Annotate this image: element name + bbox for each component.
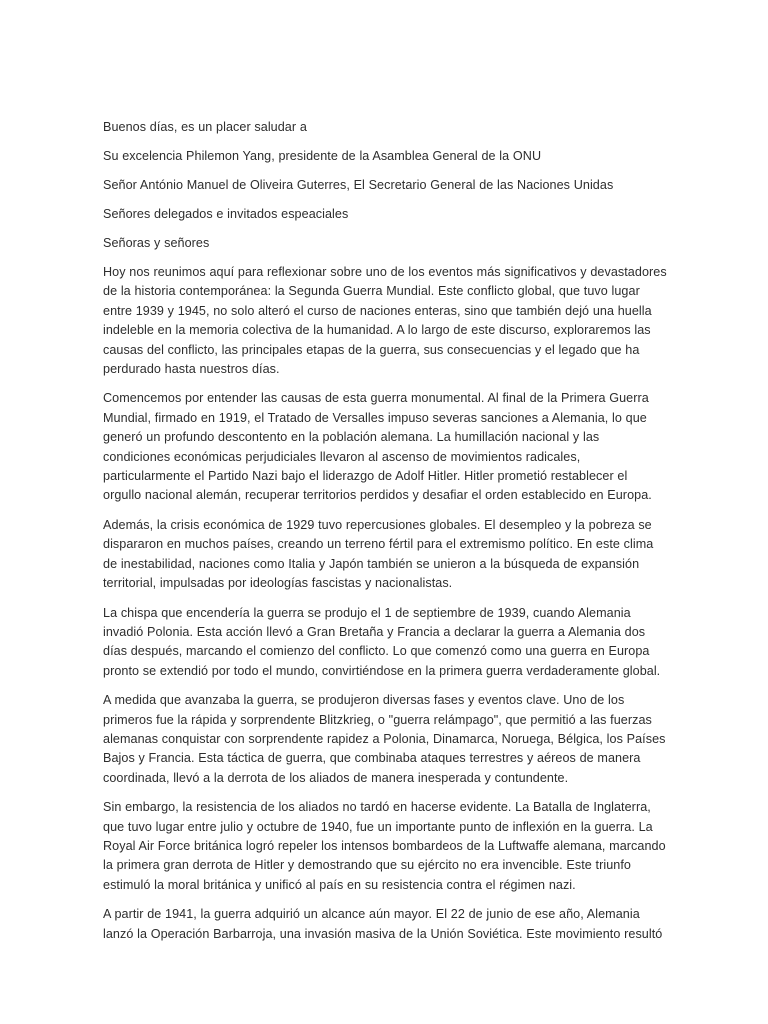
salutation-line-5: Señoras y señores <box>103 236 210 250</box>
body-paragraph-2: Comencemos por entender las causas de esta guerra monumental. Al final de la Primera Guerra Mundial, firmado en 1919, el Tratado de Versalles impuso severas sanciones a Alemania, lo que generó un profundo descontento en la población alemana. La humillación nacional y las condiciones económicas perjudiciales llevaron al ascenso de movimientos radicales, particularmente el Partido Nazi bajo el liderazgo de Adolf Hitler. Hitler prometió restablecer el orgullo nacional alemán, recuperar territorios perdidos y desafiar el orden establecido en Europa. <box>103 391 652 503</box>
body-paragraph-5: A medida que avanzaba la guerra, se produjeron diversas fases y eventos clave. Uno de los primeros fue la rápida y sorprendente Blitzkrieg, o "guerra relámpago", que permitió a las fuerzas alemanas conquistar con sorprendente rapidez a Polonia, Dinamarca, Noruega, Bélgica, los Países Bajos y Francia. Esta táctica de guerra, que combinaba ataques terrestres y aéreos de manera coordinada, llevó a la derrota de los aliados de manera inesperada y contundente. <box>103 693 666 785</box>
body-paragraph-1: Hoy nos reunimos aquí para reflexionar sobre uno de los eventos más significativos y devastadores de la historia contemporánea: la Segunda Guerra Mundial. Este conflicto global, que tuvo lugar entre 1939 y 1945, no solo alteró el curso de naciones enteras, sino que también dejó una huella indeleble en la memoria colectiva de la humanidad. A lo largo de este discurso, exploraremos las causas del conflicto, las principales etapas de la guerra, sus consecuencias y el legado que ha perdurado hasta nuestros días. <box>103 265 667 377</box>
salutation-line-4: Señores delegados e invitados espeaciales <box>103 207 349 221</box>
salutation-line-1: Buenos días, es un placer saludar a <box>103 120 307 134</box>
salutation-line-2: Su excelencia Philemon Yang, presidente de la Asamblea General de la ONU <box>103 149 542 163</box>
document-text-body <box>103 118 669 944</box>
body-paragraph-4: La chispa que encendería la guerra se produjo el 1 de septiembre de 1939, cuando Alemania invadió Polonia. Esta acción llevó a Gran Bretaña y Francia a declarar la guerra a Alemania dos días después, marcando el comienzo del conflicto. Lo que comenzó como una guerra en Europa pronto se extendió por todo el mundo, convirtiéndose en la primera guerra verdaderamente global. <box>103 605 661 678</box>
body-paragraph-7: A partir de 1941, la guerra adquirió un alcance aún mayor. El 22 de junio de ese año, Alemania lanzó la Operación Barbarroja, una invasión masiva de la Unión Soviética. Este movimiento resultó <box>103 907 663 941</box>
body-paragraph-3: Además, la crisis económica de 1929 tuvo repercusiones globales. El desempleo y la pobreza se dispararon en muchos países, creando un terreno fértil para el extremismo político. En este clima de inestabilidad, naciones como Italia y Japón también se unieron a la búsqueda de expansión territorial, impulsadas por ideologías fascistas y nacionalistas. <box>103 517 654 591</box>
body-paragraph-6: Sin embargo, la resistencia de los aliados no tardó en hacerse evidente. La Batalla de Inglaterra, que tuvo lugar entre julio y octubre de 1940, fue un importante punto de inflexión en la guerra. La Royal Air Force británica logró repeler los intensos bombardeos de la Luftwaffe alemana, marcando la primera gran derrota de Hitler y demostrando que su ejército no era invencible. Este triunfo estimuló la moral británica y unificó al país en su resistencia contra el régimen nazi. <box>103 800 666 892</box>
salutation-line-3: Señor António Manuel de Oliveira Guterres, El Secretario General de las Naciones Unidas <box>103 178 614 192</box>
